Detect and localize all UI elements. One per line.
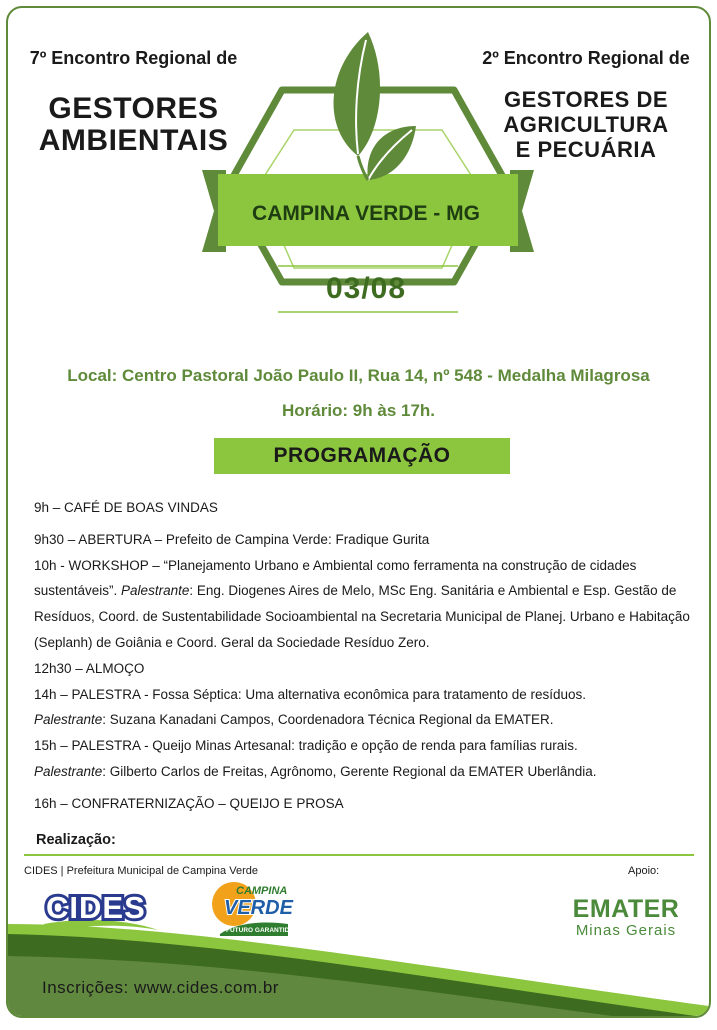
schedule-text: – CAFÉ DE BOAS VINDAS: [49, 500, 218, 515]
schedule-item: [34, 553, 694, 656]
schedule-item: [34, 527, 694, 553]
campina-verde-logo: [204, 878, 296, 942]
realizacao-label: Realização:: [36, 832, 116, 848]
schedule-time: 12h30: [34, 660, 72, 676]
schedule-item: [34, 791, 694, 817]
schedule-time: 16h: [34, 795, 57, 811]
event-date: 03/08: [325, 272, 407, 305]
left-event-line1: GESTORES: [48, 92, 219, 125]
speaker-text: : Gilberto Carlos de Freitas, Agrônomo, Gerente Regional da EMATER Uberlândia.: [102, 763, 597, 779]
emater-name: EMATER: [572, 895, 680, 923]
speaker-text: : Eng. Diogenes Aires de Melo, MSc Eng. Sanitária e Ambiental e Esp. Gestão de Resíduos, Coord. de Sustentabilidade Socioambiental na Secretaria Municipal de Planej. Urbano e Habitação (Seplanh) de Goiânia e Coord. Geral da Sociedade Resíduo Zero.: [34, 583, 690, 650]
right-event-line2: AGRICULTURA: [503, 112, 669, 137]
speaker-text: : Suzana Kanadani Campos, Coordenadora Técnica Regional da EMATER.: [102, 712, 554, 728]
schedule-text: - Fossa Séptica: Uma alternativa econômica para tratamento de resíduos.: [140, 686, 587, 702]
schedule-item: [34, 759, 694, 785]
left-event-subtitle: 7º Encontro Regional de: [29, 48, 238, 68]
schedule-time: 10h - WORKSHOP: [34, 557, 149, 573]
left-event-line2: AMBIENTAIS: [38, 124, 229, 157]
event-location: Local: Centro Pastoral João Paulo II, Rua 14, nº 548 - Medalha Milagrosa: [67, 366, 650, 385]
poster: [6, 6, 711, 1018]
schedule-text: – ABERTURA – Prefeito de Campina Verde: Fradique Gurita: [64, 531, 430, 547]
schedule-time: 9h: [34, 500, 50, 515]
registration-link[interactable]: Inscrições: www.cides.com.br: [42, 978, 279, 997]
schedule-text: – “Planejamento Urbano e Ambiental como ferramenta na construção de cidades sustentáveis”.: [34, 557, 637, 599]
event-city: CAMPINA VERDE - MG: [252, 202, 480, 225]
footer-divider: [24, 854, 694, 856]
schedule-time: 14h – PALESTRA: [34, 686, 141, 702]
organizers-text: CIDES | Prefeitura Municipal de Campina Verde: [24, 865, 258, 877]
schedule: [34, 495, 694, 817]
cv-logo-sub: FUTURO GARANTIDO: [226, 927, 295, 934]
cv-logo-top: CAMPINA: [236, 885, 288, 897]
cv-logo-main: VERDE: [224, 897, 293, 919]
schedule-item: [34, 656, 694, 682]
schedule-text: – ALMOÇO: [71, 660, 145, 676]
program-heading: PROGRAMAÇÃO: [214, 438, 510, 474]
right-event-line3: E PECUÁRIA: [515, 137, 657, 162]
schedule-item: [34, 495, 694, 521]
emater-logo: [564, 896, 688, 940]
schedule-time: 15h – PALESTRA: [34, 738, 141, 754]
apoio-label: Apoio:: [628, 865, 660, 877]
schedule-item: [34, 733, 694, 759]
schedule-text: – CONFRATERNIZAÇÃO – QUEIJO E PROSA: [56, 795, 344, 811]
schedule-item: [34, 707, 694, 733]
right-event-subtitle: 2º Encontro Regional de: [482, 48, 690, 68]
schedule-item: [34, 682, 694, 708]
emater-sub: Minas Gerais: [575, 922, 677, 939]
speaker-label: Palestrante: [121, 583, 190, 599]
speaker-label: Palestrante: [34, 763, 103, 779]
cides-logo-text: CIDES: [46, 890, 146, 925]
event-hours: Horário: 9h às 17h.: [281, 401, 436, 420]
right-event-line1: GESTORES DE: [503, 87, 669, 112]
schedule-text: - Queijo Minas Artesanal: tradição e opção de renda para famílias rurais.: [140, 738, 578, 754]
speaker-label: Palestrante: [34, 712, 103, 728]
cides-logo: [38, 884, 168, 940]
schedule-time: 9h30: [34, 531, 65, 547]
